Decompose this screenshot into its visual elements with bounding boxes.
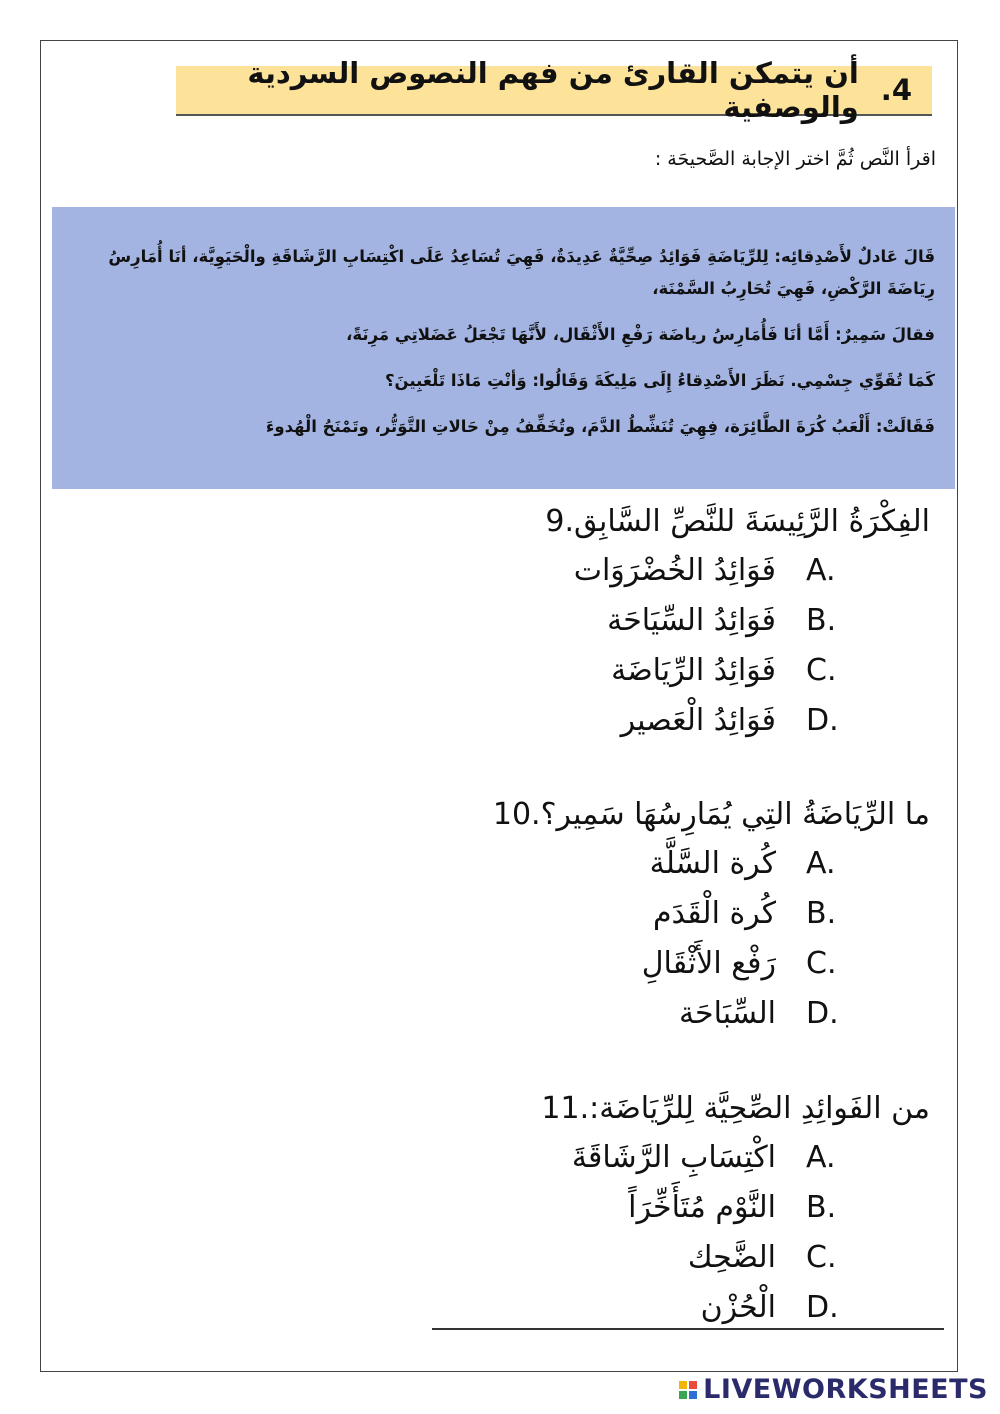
answer-option-d[interactable]	[483, 988, 860, 1038]
divider-line	[432, 1328, 944, 1330]
brand-text: LIVEWORKSHEETS	[703, 1374, 988, 1405]
answer-option-c[interactable]	[483, 938, 860, 988]
option-letter: D.	[806, 995, 839, 1031]
answer-option-d[interactable]	[531, 1282, 860, 1332]
option-letter: A.	[806, 552, 836, 588]
option-letter: C.	[806, 1239, 837, 1275]
answer-option-b[interactable]	[535, 595, 860, 645]
option-letter: D.	[806, 1289, 839, 1325]
option-text: فَوَائِدُ الْعَصير	[620, 702, 776, 738]
option-letter: B.	[806, 895, 837, 931]
passage-paragraph: قَالَ عَادلٌ لأَصْدِقائِه: لِلرِّيَاضَةِ فَوَائِدُ صِحِّيَّةٌ عَدِيدَةٌ، فَهِيَ تُسَاعِدُ عَلَى اكْتِسَابِ الرَّشَاقَةِ والْحَيَوِيَّة، أنَا أُمَارِسُ رِيَاضَةَ الرَّكْضِ، فَهِيَ تُحَارِبُ السَّمْنَة،	[108, 247, 935, 298]
question-text: الفِكْرَةُ الرَّئِيسَةَ للنَّصِّ السَّابِق	[573, 503, 930, 539]
liveworksheets-logo-icon	[679, 1381, 697, 1399]
instruction-text: اقرأ النَّص ثُمَّ اختر الإجابة الصَّحيحَة :	[654, 148, 936, 170]
option-text: فَوَائِدُ الرِّيَاضَة	[611, 652, 776, 688]
option-letter: C.	[806, 945, 837, 981]
answer-option-b[interactable]	[531, 1182, 860, 1232]
question-title	[535, 497, 930, 545]
question-number: 10.	[492, 796, 541, 832]
question-text: ما الرِّيَاضَةُ التِي يُمَارِسُهَا سَمِير؟	[540, 796, 930, 832]
option-letter: B.	[806, 602, 837, 638]
reading-passage	[52, 207, 955, 489]
section-title: أن يتمكن القارئ من فهم النصوص السردية والوصفية	[247, 56, 859, 124]
option-text: رَفْع الأَثْقَالِ	[641, 945, 776, 981]
answer-option-c[interactable]	[531, 1232, 860, 1282]
option-letter: A.	[806, 845, 836, 881]
answer-option-a[interactable]	[483, 838, 860, 888]
question-number: 11.	[541, 1090, 590, 1126]
option-text: الضَّحِك	[687, 1239, 776, 1275]
brand-footer[interactable]	[679, 1374, 988, 1405]
question-9	[535, 497, 930, 745]
question-10	[483, 790, 930, 1038]
option-text: كُرة الْقَدَم	[652, 895, 776, 931]
passage-paragraph: فقالَ سَمِيرٌ: أَمَّا أنَا فَأُمَارِسُ رياضَة رَفْعِ الأَثْقَال، لأَنَّهَا تَجْعَلُ عَضَلاتِي مَرِنَةً،	[346, 325, 935, 344]
option-text: فَوَائِدُ السِّيَاحَة	[607, 602, 776, 638]
section-header	[176, 56, 932, 124]
option-letter: D.	[806, 702, 839, 738]
passage-paragraph: فَقَالَتْ: أَلْعَبُ كُرَةَ الطَّائِرَة، فِهِيَ تُنَشِّطُ الدَّمَ، وتُخَفِّفُ مِنْ حَالاتِ التَّوَتُّر، وتَمْنَحُ الْهُدوءَ	[265, 417, 935, 436]
answer-option-a[interactable]	[535, 545, 860, 595]
question-text: من الفَوائِدِ الصِّحِيَّة لِلرِّيَاضَة:	[589, 1090, 930, 1126]
answer-option-a[interactable]	[531, 1132, 860, 1182]
answer-option-b[interactable]	[483, 888, 860, 938]
option-letter: C.	[806, 652, 837, 688]
option-letter: B.	[806, 1189, 837, 1225]
option-text: فَوَائِدُ الخُضْرَوَات	[573, 552, 776, 588]
option-text: كُرة السَّلَّة	[649, 845, 776, 881]
section-number: 4.	[880, 73, 912, 107]
option-text: الْحُزْن	[700, 1289, 776, 1325]
answer-option-c[interactable]	[535, 645, 860, 695]
question-title	[483, 790, 930, 838]
answer-option-d[interactable]	[535, 695, 860, 745]
passage-paragraph: كَمَا تُقَوِّي جِسْمِي. نَظَرَ الأَصْدِقاءُ إِلَى مَلِيكَةَ وَقَالُوا: وَأنْتِ مَاذَا تَلْعَبِينَ؟	[384, 371, 935, 390]
question-title	[531, 1084, 930, 1132]
question-11	[531, 1084, 930, 1332]
question-number: 9.	[545, 503, 574, 539]
option-text: النَّوْم مُتَأَخِّرَاً	[628, 1189, 776, 1225]
option-text: اكْتِسَابِ الرَّشَاقَةَ	[571, 1139, 776, 1175]
option-text: السِّبَاحَة	[678, 995, 776, 1031]
option-letter: A.	[806, 1139, 836, 1175]
